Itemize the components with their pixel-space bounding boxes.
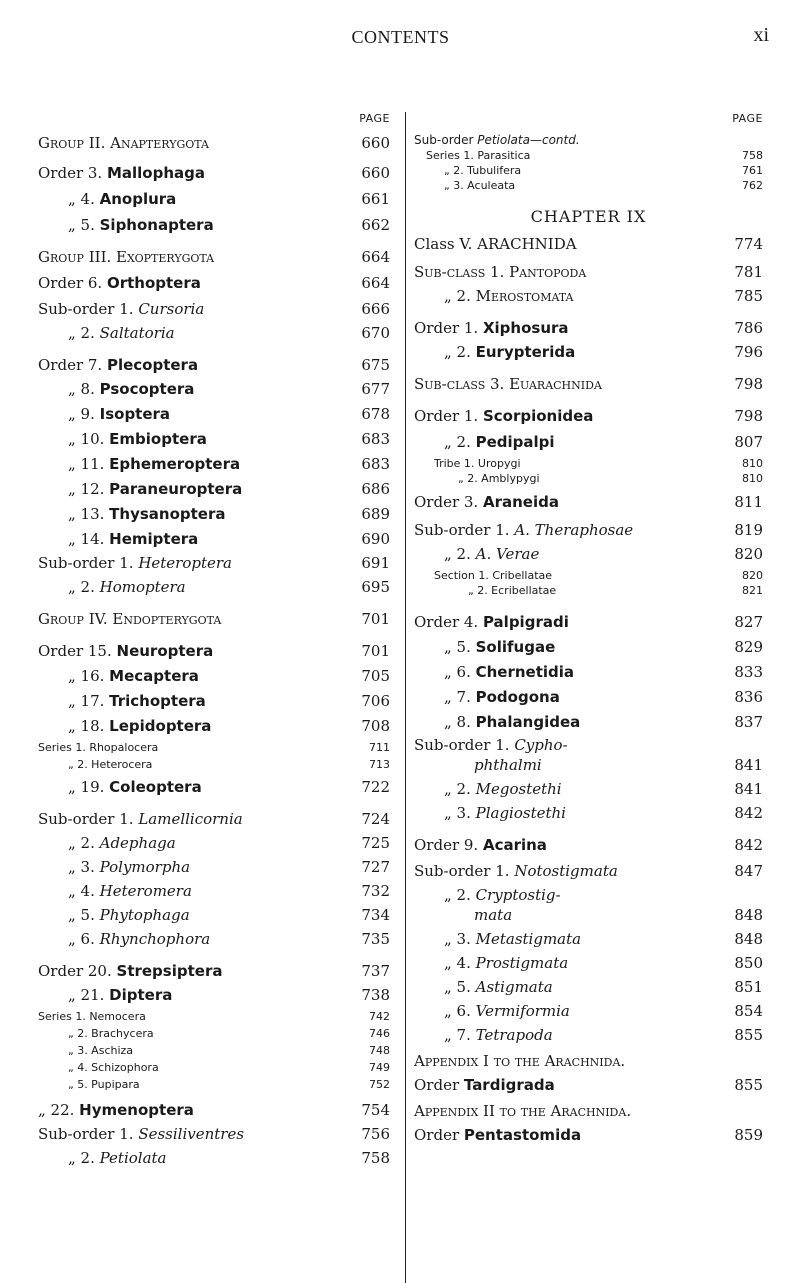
toc-order: Order 20. Strepsiptera 737 bbox=[38, 962, 390, 980]
toc-suborder: „ 2. Saltatoria 670 bbox=[68, 324, 390, 342]
toc-order: Order 9. Acarina 842 bbox=[414, 836, 763, 854]
toc-class: Class V. ARACHNIDA 774 bbox=[414, 235, 763, 253]
toc-series: Series 1. Rhopalocera 711 bbox=[38, 741, 390, 754]
toc-order: Order 1. Xiphosura 786 bbox=[414, 319, 763, 337]
toc-order: „ 18. Lepidoptera 708 bbox=[68, 717, 390, 735]
page-column-heading: PAGE bbox=[732, 112, 763, 125]
toc-order: Order 15. Neuroptera 701 bbox=[38, 642, 390, 660]
toc-suborder: Sub-order 1. Sessiliventres 756 bbox=[38, 1125, 390, 1143]
toc-order: Order 6. Orthoptera 664 bbox=[38, 274, 390, 292]
toc-series: „ 3. Aculeata 762 bbox=[444, 179, 763, 192]
toc-series: „ 2. Tubulifera 761 bbox=[444, 164, 763, 177]
toc-suborder: „ 2. Adephaga 725 bbox=[68, 834, 390, 852]
toc-suborder: „ 3. Polymorpha 727 bbox=[68, 858, 390, 876]
toc-suborder: „ 4. Prostigmata 850 bbox=[444, 954, 763, 972]
appendix-heading: Appendix II to the Arachnida. bbox=[414, 1102, 632, 1120]
page-number: xi bbox=[753, 24, 769, 46]
toc-series: Series 1. Parasitica 758 bbox=[426, 149, 763, 162]
toc-suborder: „ 6. Rhynchophora 735 bbox=[68, 930, 390, 948]
toc-order: „ 14. Hemiptera 690 bbox=[68, 530, 390, 548]
toc-suborder: „ 3. Plagiostethi 842 bbox=[444, 804, 763, 822]
toc-suborder: „ 4. Heteromera 732 bbox=[68, 882, 390, 900]
toc-order: „ 5. Solifugae 829 bbox=[444, 638, 763, 656]
toc-series: „ 2. Brachycera 746 bbox=[68, 1027, 390, 1040]
toc-order: „ 9. Isoptera 678 bbox=[68, 405, 390, 423]
toc-order: Order 3. Araneida 811 bbox=[414, 493, 763, 511]
toc-suborder: Sub-order 1. Lamellicornia 724 bbox=[38, 810, 390, 828]
toc-group: Group II. Anapterygota 660 bbox=[38, 134, 390, 152]
contents-left-column bbox=[38, 112, 390, 1283]
toc-suborder: „ 2. Megostethi 841 bbox=[444, 780, 763, 798]
toc-order: „ 8. Phalangidea 837 bbox=[444, 713, 763, 731]
toc-series: „ 4. Schizophora 749 bbox=[68, 1061, 390, 1074]
toc-subclass: Sub-class 3. Euarachnida 798 bbox=[414, 375, 763, 393]
toc-order: „ 21. Diptera 738 bbox=[68, 986, 390, 1004]
contents-right-column bbox=[405, 112, 763, 1283]
toc-suborder: „ 6. Vermiformia 854 bbox=[444, 1002, 763, 1020]
toc-order: „ 11. Ephemeroptera 683 bbox=[68, 455, 390, 473]
toc-suborder-continued: phthalmi 841 bbox=[474, 756, 763, 774]
toc-suborder: „ 7. Tetrapoda 855 bbox=[444, 1026, 763, 1044]
toc-subclass: „ 2. Merostomata 785 bbox=[444, 287, 763, 305]
toc-group: Group III. Exopterygota 664 bbox=[38, 248, 390, 266]
toc-order: „ 12. Paraneuroptera 686 bbox=[68, 480, 390, 498]
toc-order: „ 17. Trichoptera 706 bbox=[68, 692, 390, 710]
toc-suborder: „ 3. Metastigmata 848 bbox=[444, 930, 763, 948]
toc-order: „ 2. Pedipalpi 807 bbox=[444, 433, 763, 451]
toc-order: Order 3. Mallophaga 660 bbox=[38, 164, 390, 182]
toc-tribe: Tribe 1. Uropygi 810 bbox=[434, 457, 763, 470]
toc-suborder: „ 2. Cryptostig- bbox=[444, 886, 561, 904]
toc-suborder: „ 5. Astigmata 851 bbox=[444, 978, 763, 996]
page-title: CONTENTS bbox=[351, 27, 450, 47]
page-header bbox=[0, 0, 801, 60]
toc-order: „ 4. Anoplura 661 bbox=[68, 190, 390, 208]
toc-section: Section 1. Cribellatae 820 bbox=[434, 569, 763, 582]
toc-series: „ 5. Pupipara 752 bbox=[68, 1078, 390, 1091]
toc-order: „ 2. Eurypterida 796 bbox=[444, 343, 763, 361]
appendix-heading: Appendix I to the Arachnida. bbox=[414, 1052, 626, 1070]
toc-suborder: Sub-order Petiolata—contd. bbox=[414, 133, 580, 147]
toc-order: „ 7. Podogona 836 bbox=[444, 688, 763, 706]
toc-order: Order Pentastomida 859 bbox=[414, 1126, 763, 1144]
toc-suborder: Sub-order 1. Cypho- bbox=[414, 736, 568, 754]
page-column-heading: PAGE bbox=[359, 112, 390, 125]
toc-order: „ 13. Thysanoptera 689 bbox=[68, 505, 390, 523]
toc-suborder: „ 2. A. Verae 820 bbox=[444, 545, 763, 563]
toc-subclass: Sub-class 1. Pantopoda 781 bbox=[414, 263, 763, 281]
toc-suborder: „ 5. Phytophaga 734 bbox=[68, 906, 390, 924]
toc-suborder: Sub-order 1. A. Theraphosae 819 bbox=[414, 521, 763, 539]
toc-order: Order Tardigrada 855 bbox=[414, 1076, 763, 1094]
toc-order: „ 22. Hymenoptera 754 bbox=[38, 1101, 390, 1119]
toc-suborder: Sub-order 1. Notostigmata 847 bbox=[414, 862, 763, 880]
chapter-heading: CHAPTER IX bbox=[530, 207, 647, 226]
toc-suborder: „ 2. Petiolata 758 bbox=[68, 1149, 390, 1167]
toc-group: Group IV. Endopterygota 701 bbox=[38, 610, 390, 628]
toc-order: Order 1. Scorpionidea 798 bbox=[414, 407, 763, 425]
toc-order: „ 16. Mecaptera 705 bbox=[68, 667, 390, 685]
toc-order: „ 8. Psocoptera 677 bbox=[68, 380, 390, 398]
toc-order: „ 19. Coleoptera 722 bbox=[68, 778, 390, 796]
toc-suborder: Sub-order 1. Heteroptera 691 bbox=[38, 554, 390, 572]
toc-series: Series 1. Nemocera 742 bbox=[38, 1010, 390, 1023]
toc-order: Order 7. Plecoptera 675 bbox=[38, 356, 390, 374]
toc-section: „ 2. Ecribellatae 821 bbox=[468, 584, 763, 597]
toc-order: „ 10. Embioptera 683 bbox=[68, 430, 390, 448]
toc-tribe: „ 2. Amblypygi 810 bbox=[458, 472, 763, 485]
toc-suborder: „ 2. Homoptera 695 bbox=[68, 578, 390, 596]
toc-order: „ 5. Siphonaptera 662 bbox=[68, 216, 390, 234]
toc-series: „ 3. Aschiza 748 bbox=[68, 1044, 390, 1057]
toc-order: „ 6. Chernetidia 833 bbox=[444, 663, 763, 681]
toc-series: „ 2. Heterocera 713 bbox=[68, 758, 390, 771]
toc-suborder: Sub-order 1. Cursoria 666 bbox=[38, 300, 390, 318]
toc-suborder-continued: mata 848 bbox=[474, 906, 763, 924]
toc-order: Order 4. Palpigradi 827 bbox=[414, 613, 763, 631]
